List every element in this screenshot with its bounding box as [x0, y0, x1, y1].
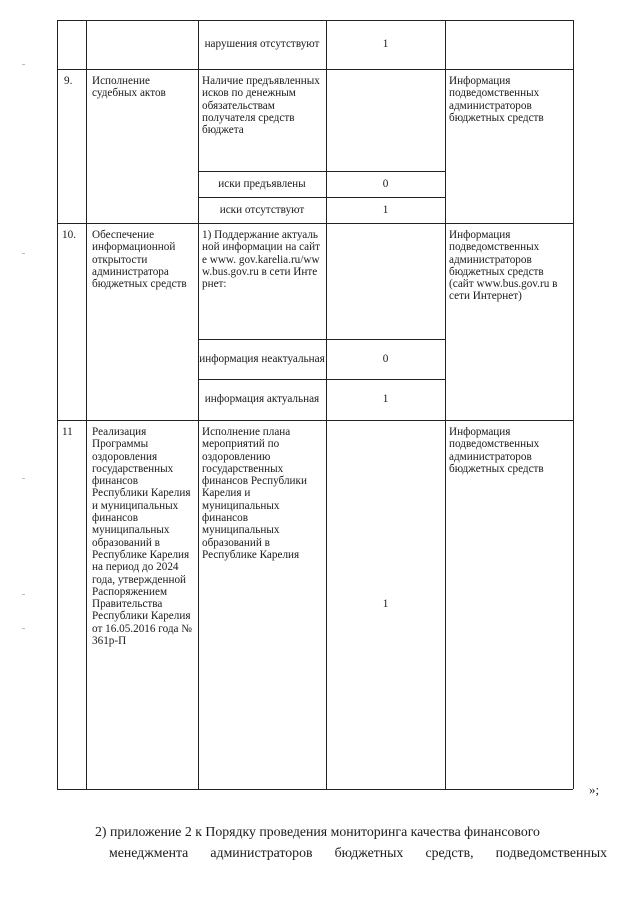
data-source: Информация подведомственных администраторов бюджетных средств (сайт www.bus.gov.ru в сети Интернет)	[449, 229, 558, 303]
indicator-description: 1) Поддержание актуальной информации на сайте www. gov.karelia.ru/www.bus.gov.ru в сети Интернет:	[202, 229, 321, 291]
score: 0	[382, 352, 389, 365]
score: 1	[382, 393, 389, 406]
row-number: 10.	[62, 229, 76, 241]
scan-mark	[22, 64, 25, 65]
score: 1	[382, 38, 389, 51]
monitoring-table	[57, 20, 573, 789]
closing-quote: »;	[589, 782, 600, 797]
row-number: 9.	[64, 75, 73, 87]
paragraph-line-2: менеджмента администраторов бюджетных средств, подведомственных	[109, 845, 607, 860]
sub-label: иски предъявлены	[218, 177, 306, 190]
indicator-name: Исполнение судебных актов	[92, 75, 166, 100]
sub-label: иски отсутствуют	[219, 203, 305, 216]
data-source: Информация подведомственных администраторов бюджетных средств	[449, 75, 544, 124]
sub-label: информация неактуальная	[199, 352, 325, 365]
scan-mark	[22, 253, 25, 254]
indicator-name: Обеспечение информационной открытости администратора бюджетных средств	[92, 229, 187, 291]
score: 1	[382, 598, 389, 611]
score: 1	[382, 203, 389, 216]
scan-mark	[22, 594, 25, 595]
sub-label: информация актуальная	[204, 393, 320, 406]
sub-label: нарушения отсутствуют	[204, 38, 320, 51]
indicator-description: Исполнение плана мероприятий по оздоровлению государственных финансов Республики Карелия и муниципальных финансов муниципальных образований в Республике Карелия	[202, 426, 307, 561]
scan-mark	[22, 628, 25, 629]
score: 0	[382, 177, 389, 190]
scan-mark	[22, 478, 25, 479]
paragraph-line-1: 2) приложение 2 к Порядку проведения мониторинга качества финансового	[95, 824, 540, 839]
indicator-description: Наличие предъявленных исков по денежным обязательствам получателя средств бюджета	[202, 75, 320, 137]
indicator-name: Реализация Программы оздоровления государственных финансов Республики Карелия и муниципальных финансов муниципальных образований в Республике Карелия на период до 2024 года, утвержденной Распоряжением Правительства Республики Карелия от 16.05.2016 года № 361р-П	[92, 426, 192, 648]
row-number: 11	[62, 426, 73, 438]
data-source: Информация подведомственных администраторов бюджетных средств	[449, 426, 544, 475]
